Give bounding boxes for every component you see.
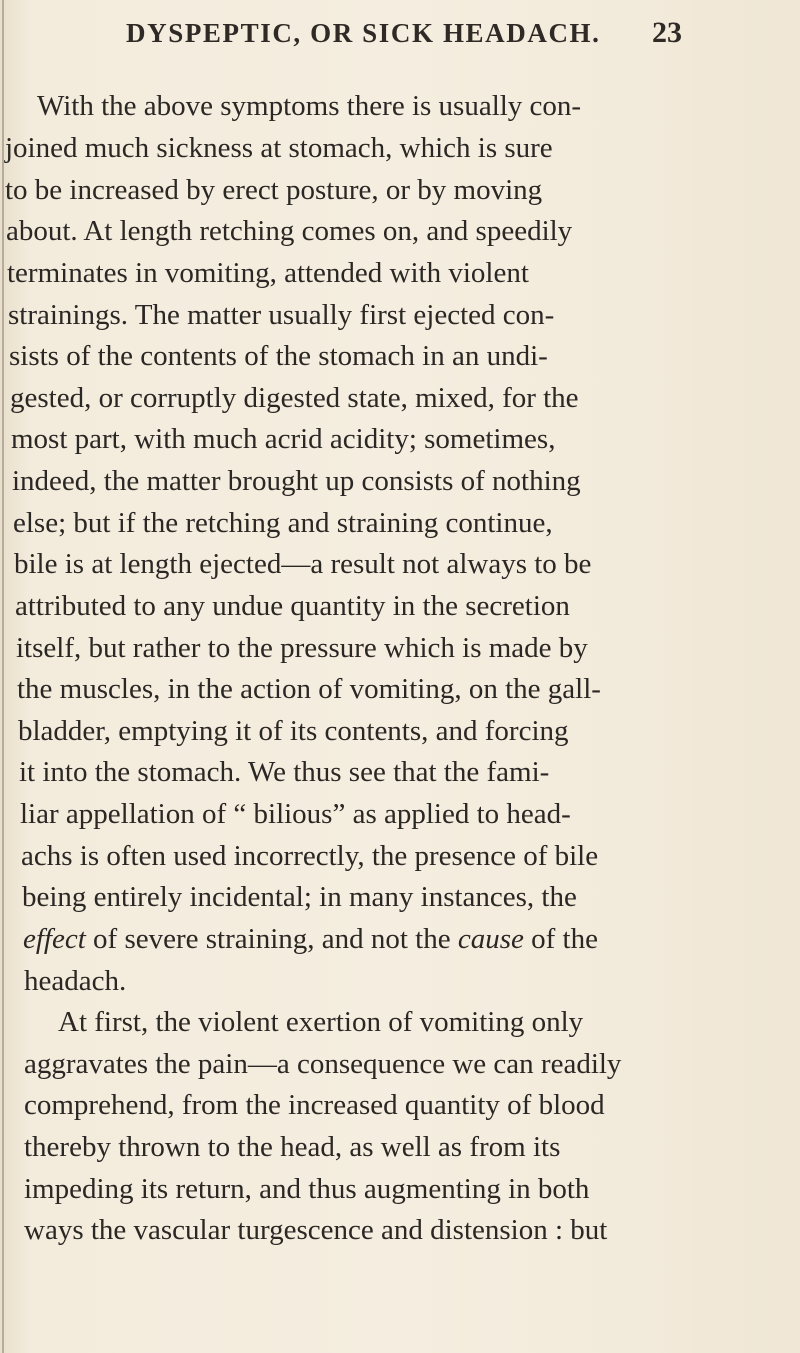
running-head: DYSPEPTIC, OR SICK HEADACH. [126,18,601,48]
text-line: aggravates the pain—a consequence we can readily [24,1048,622,1080]
text-line: itself, but rather to the pressure which is made by [16,632,588,664]
text-line: most part, with much acrid acidity; sometimes, [11,423,556,455]
text-line: it into the stomach. We thus see that the fami- [19,756,550,788]
text-line: headach. [24,965,127,997]
page-gutter-edge [2,0,4,1353]
italic-effect: effect [23,923,86,955]
text-line: terminates in vomiting, attended with violent [7,257,529,289]
text-line: being entirely incidental; in many instances, the [22,881,577,913]
text-line: bile is at length ejected—a result not always to be [14,548,592,580]
text-segment: of the [523,923,598,955]
text-line: liar appellation of “ bilious” as applied to head- [20,798,571,830]
text-line [23,919,598,959]
text-line: joined much sickness at stomach, which is sure [5,132,553,164]
text-line: With the above symptoms there is usually con- [37,90,582,122]
text-line: impeding its return, and thus augmenting in both [24,1173,590,1205]
text-line: strainings. The matter usually first ejected con- [8,299,555,331]
text-line: bladder, emptying it of its contents, and forcing [18,715,569,747]
text-line: comprehend, from the increased quantity of blood [24,1089,605,1121]
text-line: indeed, the matter brought up consists of nothing [12,465,581,497]
text-line: about. At length retching comes on, and speedily [6,215,573,247]
text-line: the muscles, in the action of vomiting, on the gall- [17,673,601,705]
text-line: achs is often used incorrectly, the presence of bile [21,840,599,872]
text-line: attributed to any undue quantity in the secretion [15,590,570,622]
text-line: else; but if the retching and straining continue, [13,507,553,539]
text-line: thereby thrown to the head, as well as from its [24,1131,561,1163]
text-line: sists of the contents of the stomach in an undi- [9,340,548,372]
text-line: gested, or corruptly digested state, mixed, for the [10,382,579,414]
text-line: ways the vascular turgescence and distension : but [24,1214,608,1246]
text-line: At first, the violent exertion of vomiting only [58,1006,584,1038]
italic-cause: cause [457,923,524,955]
text-segment: of severe straining, and not the [85,923,458,955]
text-line: to be increased by erect posture, or by moving [5,174,543,206]
page-number: 23 [652,16,682,49]
page-header [0,18,800,58]
